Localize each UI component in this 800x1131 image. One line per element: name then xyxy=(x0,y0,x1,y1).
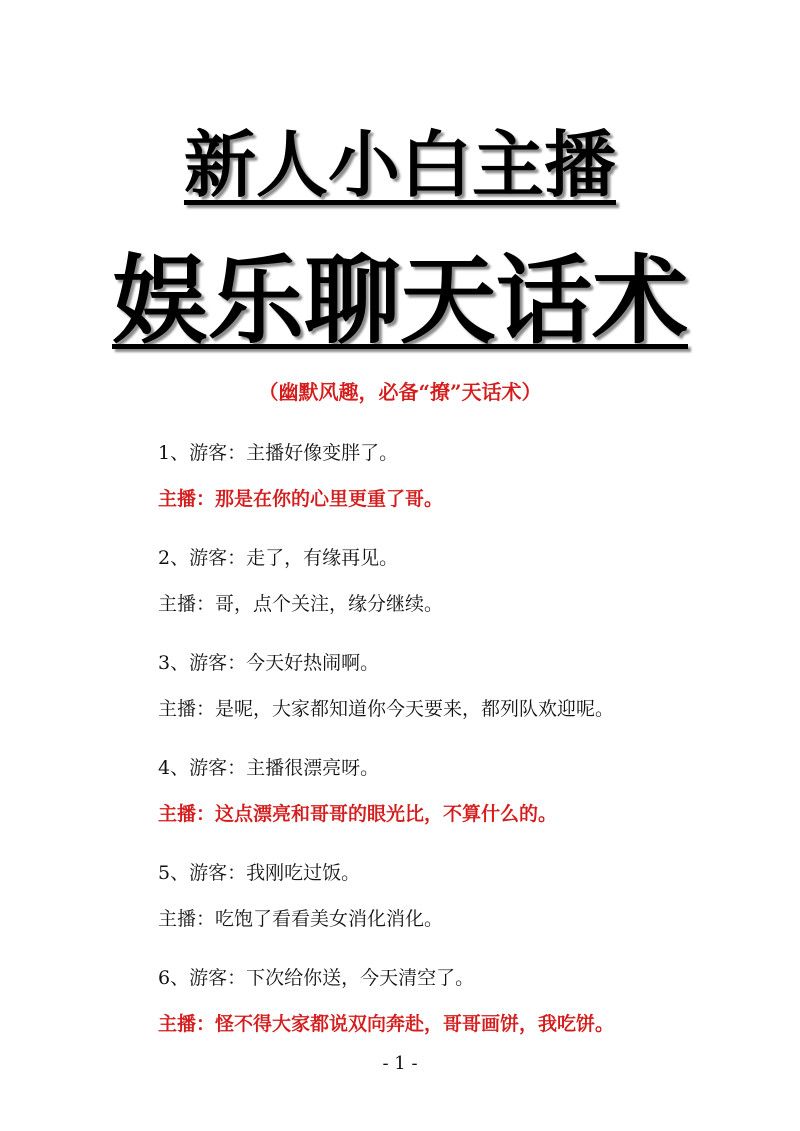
title-line-1: 新人小白主播 xyxy=(183,123,616,207)
title-line-2: 娱乐聊天话术 xyxy=(112,245,688,357)
host-reply: 主播：吃饱了看看美女消化消化。 xyxy=(158,908,444,930)
qa-item-1 xyxy=(158,440,758,512)
visitor-line: 2、游客：走了，有缘再见。 xyxy=(158,547,399,569)
visitor-line: 3、游客：今天好热闹啊。 xyxy=(158,652,380,674)
qa-item-4 xyxy=(158,755,758,827)
qa-item-3 xyxy=(158,650,758,722)
host-reply: 主播：哥，点个关注，缘分继续。 xyxy=(158,593,444,615)
qa-item-5 xyxy=(158,860,758,932)
host-reply: 主播：怪不得大家都说双向奔赴，哥哥画饼，我吃饼。 xyxy=(158,1013,615,1035)
visitor-line: 6、游客：下次给你送，今天清空了。 xyxy=(158,967,475,989)
visitor-line: 5、游客：我刚吃过饭。 xyxy=(158,862,361,884)
qa-item-2 xyxy=(158,545,758,617)
subtitle: （幽默风趣，必备“撩”天话术） xyxy=(258,380,542,404)
page-number: - 1 - xyxy=(382,1053,418,1074)
host-reply: 主播：这点漂亮和哥哥的眼光比，不算什么的。 xyxy=(158,803,558,825)
host-reply: 主播：是呢，大家都知道你今天要来，都列队欢迎呢。 xyxy=(158,698,615,720)
visitor-line: 4、游客：主播很漂亮呀。 xyxy=(158,757,380,779)
visitor-line: 1、游客：主播好像变胖了。 xyxy=(158,442,399,464)
qa-item-6 xyxy=(158,965,758,1037)
host-reply: 主播：那是在你的心里更重了哥。 xyxy=(158,488,444,510)
